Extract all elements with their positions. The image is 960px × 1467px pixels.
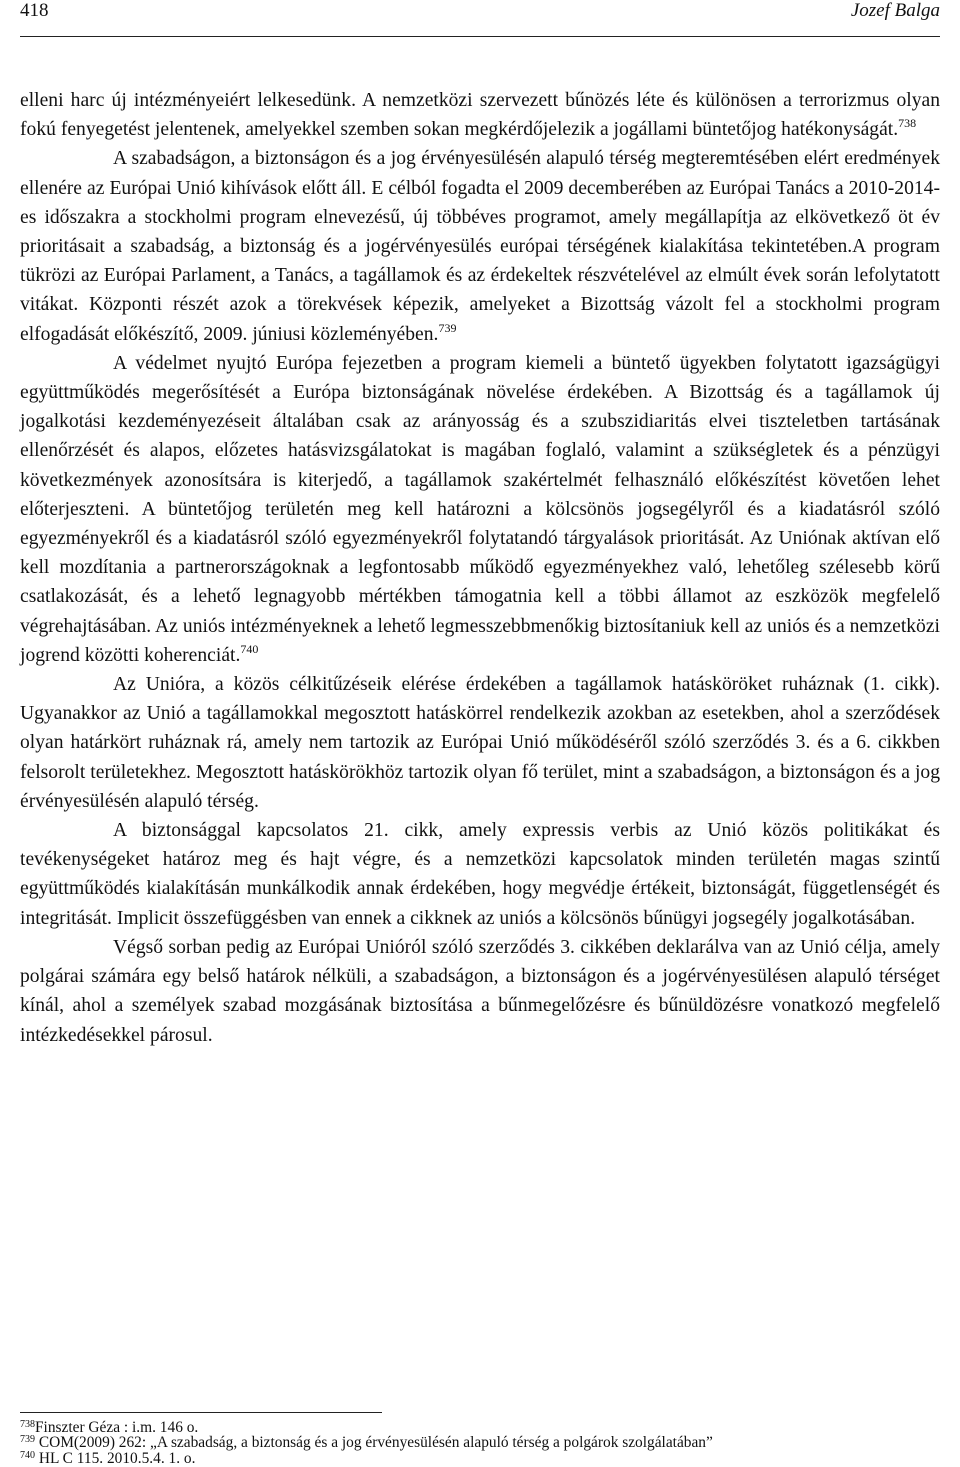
footnote-ref-739[interactable]: 739 (438, 320, 457, 335)
footnote-number: 740 (20, 1449, 35, 1461)
footnote-738 (20, 1420, 940, 1435)
paragraph-6: Végső sorban pedig az Európai Unióról szóló szerződés 3. cikkében deklarálva van az Unió célja, amely polgárai számára egy belső határok nélküli, a szabadságon, a biztonságon és a jogérvényesülésen alapuló térséget kínál, ahol a személyek szabad mozgásának biztosítása a bűnmegelőzésre és bűnüldözésre vonatkozó megfelelő intézkedésekkel párosul. (20, 936, 940, 1046)
footnotes (20, 1420, 940, 1466)
header-divider (20, 36, 940, 37)
footnote-text: COM(2009) 262: „A szabadság, a biztonság és a jog érvényesülésén alapuló térség a polgárok szolgálatában” (35, 1434, 713, 1452)
paragraph-text: elleni harc új intézményeiért lelkesedünk. A nemzetközi szervezett bűnözés léte és különösen a terrorizmus olyan fokú fenyegetést jelentenek, amelyekkel szemben sokan megkérdőjelezik a jogállami büntetőjog hatékonyságát. (20, 90, 940, 141)
footnote-text: HL C 115. 2010.5.4. 1. o. (35, 1449, 196, 1467)
paragraph-3 (20, 349, 940, 670)
footnote-divider (20, 1412, 382, 1413)
footnote-ref-738[interactable]: 738 (898, 116, 917, 131)
paragraph-1 (20, 86, 940, 144)
paragraph-2 (20, 144, 940, 348)
paragraph-4: Az Unióra, a közös célkitűzéseik elérése érdekében a tagállamok hatásköröket ruháznak (1. cikk). Ugyanakkor az Unió a tagállamokkal megosztott hatáskörrel rendelkezik azokban az esetekben, ahol a szerződések olyan határkört ruháznak rá, amely nem tartozik az Európai Unió működéséről szóló szerződés 3. és a 6. cikkben felsorolt területekhez. Megosztott hatáskörökhöz tartozik olyan fő terület, mint a szabadságon, a biztonságon és a jog érvényesülésén alapuló térség. (20, 674, 940, 812)
footnote-number: 738 (20, 1419, 35, 1430)
page-header (20, 0, 940, 28)
paragraph-text: A szabadságon, a biztonságon és a jog érvényesülésén alapuló térség megteremtésében elért eredmények ellenére az Európai Unió kihívások előtt áll. E célból fogadta el 2009 decemberében az Európai Tanács a 2010-2014-es időszakra a stockholmi program elnevezésű, új többéves programot, amely megállapítja az elkövetkező öt év prioritásait a szabadság, a biztonság és a jogérvényesülés európai térségének kialakítása tekintetében.A program tükrözi az Európai Parlament, a Tanács, a tagállamok és az érdekeltek részvételével az elmúlt évek során lefolytatott vitákat. Központi részét azok a törekvések képezik, amelyeket a Bizottság vázolt fel a stockholmi program elfogadását előkészítő, 2009. júniusi közleményében. (20, 148, 940, 345)
paragraph-text: A védelmet nyujtó Európa fejezetben a program kiemeli a büntető ügyekben folytatott igazságügyi együttműködés megerősítését a Európa biztonságának növelése érdekében. A Bizottság és a tagállamok új jogalkotási kezdeményezéseit általában csak az arányosság és a szubszidiaritás elvei tiszteletben tartásának ellenőrzését és alapos, előzetes hatásvizsgálatokat is magában foglaló, valamint a szükségletek és a pénzügyi következmények azonosítsára is kiterjedő, a tagállamok szakértelmét felhasználó előkészítést követően lehet előterjeszteni. A büntetőjog területén meg kell határozni a kölcsönös jogsegélyről és a kiadatásról szóló egyezményekről és a kiadatásról szóló egyezményekről folytatandó tárgyalások prioritását. Az Uniónak aktívan elő kell mozdítania a partnerországoknak a legfontosabb működő egyezményekhez való, lehetőleg szélesebb körű csatlakozását, és a lehető legnagyobb mértékben támogatnia kell a többi államot az eszközök megfelelő végrehajtásában. Az uniós intézményeknek a lehető legmesszebbmenőkig biztosítaniuk kell az uniós és a nemzetközi jogrend közötti koherenciát. (20, 352, 940, 666)
footnote-number: 739 (20, 1434, 35, 1446)
main-text (20, 86, 940, 1050)
running-head-author: Jozef Balga (850, 0, 940, 21)
footnote-ref-740[interactable]: 740 (240, 641, 259, 656)
footnote-text: Finszter Géza : i.m. 146 o. (35, 1419, 199, 1436)
paragraph-5: A biztonsággal kapcsolatos 21. cikk, amely expressis verbis az Unió közös politikákat és tevékenységeket határoz meg és hajt végre, és a nemzetközi kapcsolatok minden területén magas szintű együttműködés kialakításán munkálkodik annak érdekében, hogy megvédje értékeit, biztonságát, függetlenségét és integritását. Implicit összefüggésben van ennek a cikknek az uniós a kölcsönös bűnügyi jogsegély jogalkotásában. (20, 820, 940, 929)
footnote-739 (20, 1435, 940, 1450)
page-number: 418 (20, 0, 49, 21)
